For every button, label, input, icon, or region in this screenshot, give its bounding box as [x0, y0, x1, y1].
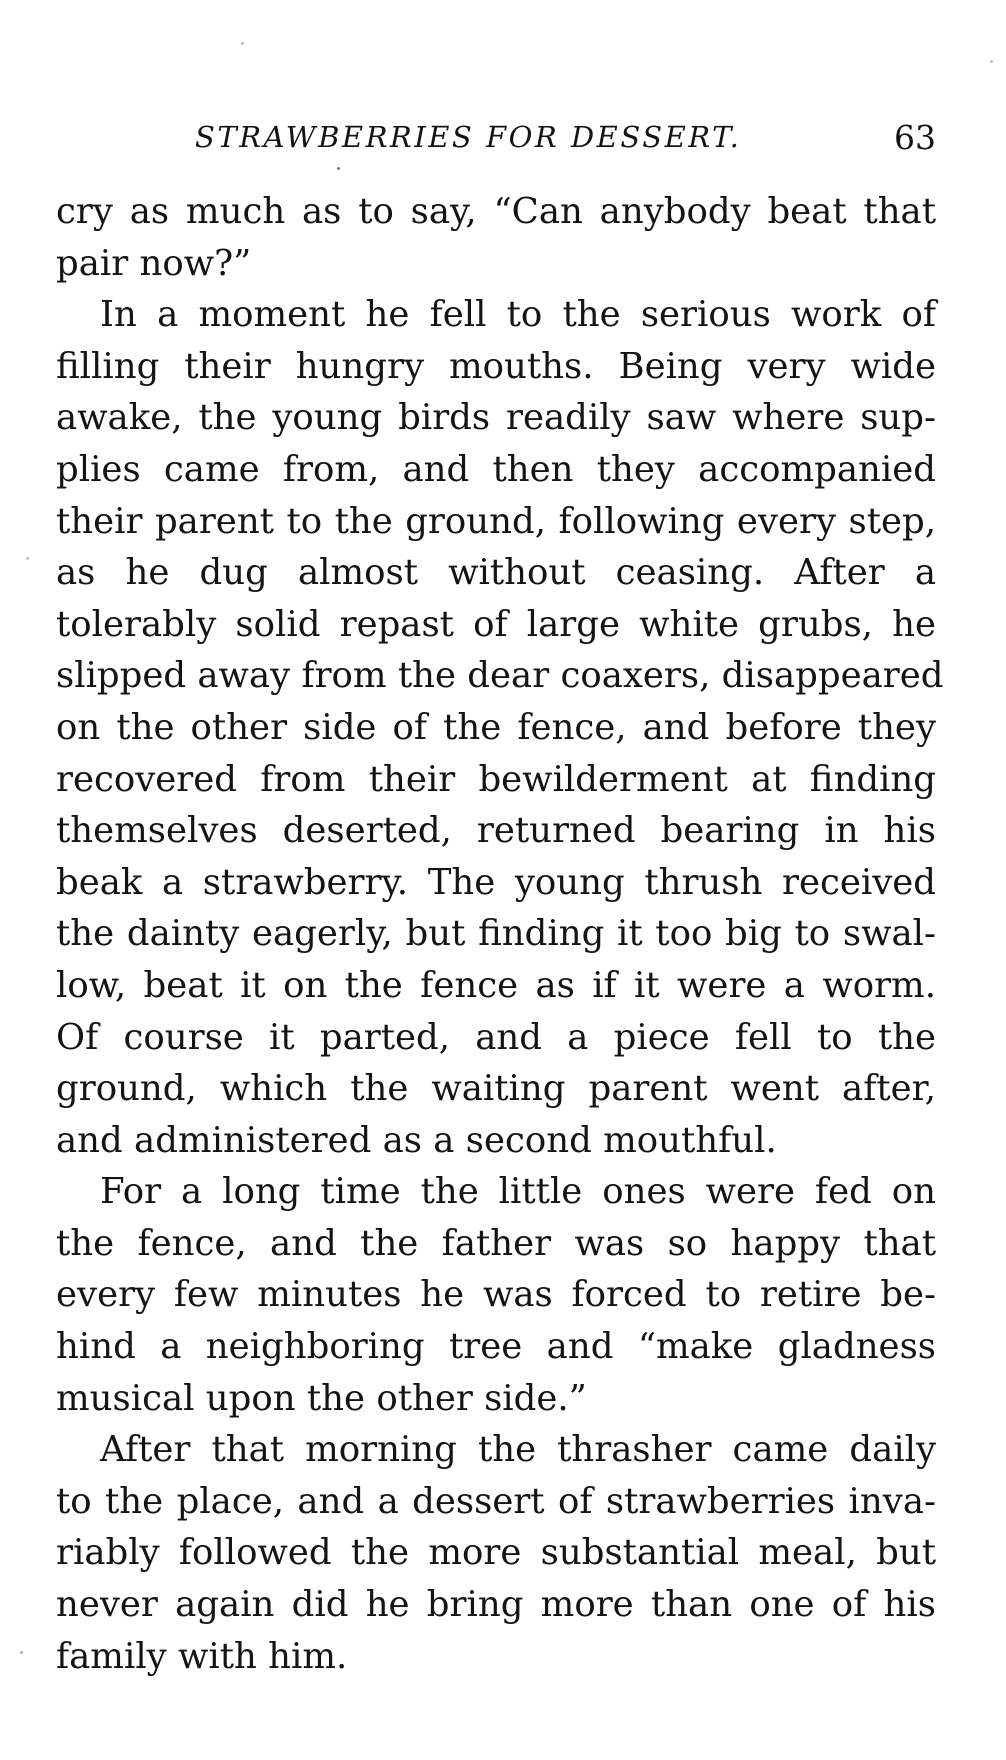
- text-line: riably followed the more substantial meal, but: [56, 1532, 936, 1574]
- text-line: themselves deserted, returned bearing in his: [56, 810, 936, 852]
- text-line: hind a neighboring tree and “make gladness: [56, 1326, 936, 1368]
- text-line: filling their hungry mouths. Being very wide: [56, 345, 936, 387]
- text-line: family with him.: [56, 1635, 348, 1677]
- text-line: on the other side of the fence, and before they: [56, 706, 936, 748]
- text-line: Of course it parted, and a piece fell to the: [56, 1016, 936, 1058]
- page-number: 63: [894, 118, 936, 157]
- text-line: as he dug almost without ceasing. After a: [56, 552, 936, 594]
- scan-speck: [990, 60, 993, 63]
- scan-speck: [26, 557, 29, 560]
- text-line: pair now?”: [56, 242, 252, 284]
- text-line: to the place, and a dessert of strawberries inva-: [56, 1480, 936, 1522]
- scan-speck: [20, 1651, 23, 1654]
- text-line: cry as much as to say, “Can anybody beat that: [56, 191, 936, 232]
- text-line: plies came from, and then they accompanied: [56, 448, 936, 490]
- text-line: the fence, and the father was so happy that: [56, 1222, 936, 1264]
- text-line: After that morning the thrasher came daily: [100, 1429, 936, 1471]
- text-line: their parent to the ground, following every step,: [56, 500, 936, 542]
- scan-speck: [241, 42, 244, 45]
- text-line: beak a strawberry. The young thrush received: [56, 861, 936, 903]
- scan-speck: [337, 167, 340, 170]
- text-line: never again did he bring more than one of his: [56, 1584, 936, 1626]
- running-title: STRAWBERRIES FOR DESSERT.: [195, 120, 742, 154]
- text-line: awake, the young birds readily saw where sup-: [56, 397, 936, 439]
- text-line: recovered from their bewilderment at finding: [56, 758, 936, 800]
- text-line: every few minutes he was forced to retire be-: [56, 1274, 936, 1316]
- text-line: musical upon the other side.”: [56, 1377, 587, 1419]
- text-line: low, beat it on the fence as if it were a worm.: [56, 964, 936, 1006]
- text-line: slipped away from the dear coaxers, disappeared: [56, 655, 944, 697]
- text-line: the dainty eagerly, but finding it too big to swal-: [56, 913, 936, 955]
- text-line: For a long time the little ones were fed on: [100, 1171, 936, 1213]
- text-line: ground, which the waiting parent went after,: [56, 1068, 936, 1110]
- text-line: tolerably solid repast of large white grubs, he: [56, 603, 936, 645]
- body-text: [56, 186, 944, 1682]
- page-header: [56, 118, 936, 162]
- text-line: and administered as a second mouthful.: [56, 1119, 777, 1161]
- text-line: In a moment he fell to the serious work of: [100, 294, 936, 336]
